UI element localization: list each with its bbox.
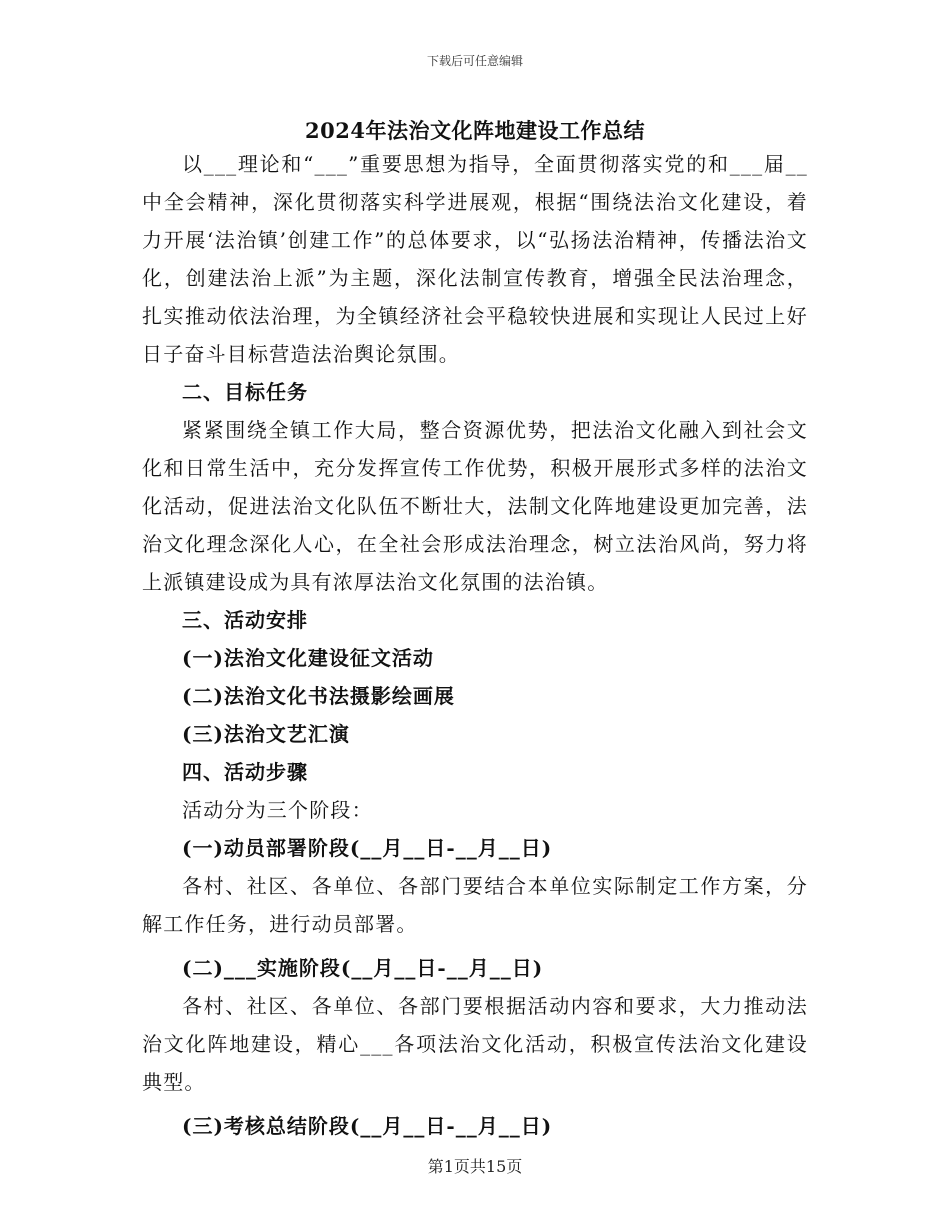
document-title: 2024年法治文化阵地建设工作总结 [305, 118, 645, 143]
goals-paragraph: 紧紧围绕全镇工作大局，整合资源优势，把法治文化融入到社会文化和日常生活中，充分发挥宣传工作优势，积极开展形式多样的法治文化活动，促进法治文化队伍不断壮大，法制文化阵地建设更加完善，法治文化理念深化人心，在全社会形成法治理念，树立法治风尚，努力将上派镇建设成为具有浓厚法治文化氛围的法治镇。 [142, 418, 808, 594]
page-footer: 第1页共15页 [427, 1157, 523, 1176]
stage-heading-review: (三)考核总结阶段(__月__日-__月__日) [182, 1114, 553, 1138]
intro-paragraph: 以___理论和“___”重要思想为指导，全面贯彻落实党的和___届__中全会精神，深化贯彻落实科学进展观，根据“围绕法治文化建设，着力开展‘法治镇’创建工作”的总体要求，以“弘扬法治精神，传播法治文化，创建法治上派”为主题，深化法制宣传教育，增强全民法治理念，扎实推动依法治理，为全镇经济社会平稳较快进展和实现让人民过上好日子奋斗目标营造法治舆论氛围。 [142, 152, 808, 366]
stage-implement-paragraph: 各村、社区、各单位、各部门要根据活动内容和要求，大力推动法治文化阵地建设，精心___各项法治文化活动，积极宣传法治文化建设典型。 [142, 994, 808, 1094]
steps-intro: 活动分为三个阶段： [182, 798, 373, 822]
document-body [142, 145, 808, 1145]
section-heading-goals: 二、目标任务 [182, 380, 308, 404]
section-heading-steps: 四、活动步骤 [182, 760, 308, 784]
section-heading-activities: 三、活动安排 [182, 608, 308, 632]
activity-item-exhibition: (二)法治文化书法摄影绘画展 [182, 684, 455, 708]
activity-item-essay: (一)法治文化建设征文活动 [182, 646, 434, 670]
stage-mobilize-paragraph: 各村、社区、各单位、各部门要结合本单位实际制定工作方案，分解工作任务，进行动员部署。 [142, 874, 808, 936]
stage-heading-mobilize: (一)动员部署阶段(__月__日-__月__日) [182, 836, 553, 860]
activity-item-performance: (三)法治文艺汇演 [182, 722, 350, 746]
page-header: 下载后可任意编辑 [426, 54, 523, 68]
stage-heading-implement: (二)___实施阶段(__月__日-__月__日) [182, 956, 544, 980]
